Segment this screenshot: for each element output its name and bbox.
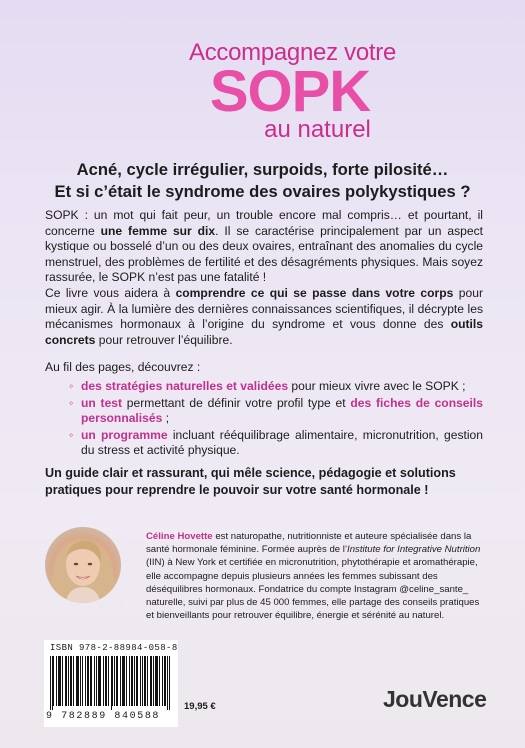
barcode-bar (156, 656, 157, 706)
bullet-marker-icon: ◦ (69, 378, 74, 393)
barcode-bar (77, 656, 78, 706)
barcode-bar (124, 656, 125, 706)
barcode-bar (94, 656, 95, 706)
bullet-marker-icon: ◦ (69, 427, 74, 442)
p2-highlight-1: comprendre ce qui se passe dans votre corps (175, 285, 454, 300)
barcode-bar (157, 656, 158, 706)
barcode-bar (165, 656, 166, 706)
barcode-bar (129, 656, 130, 706)
bullet-highlight: un programme (81, 427, 168, 442)
title-block (0, 40, 525, 142)
barcode-bar (50, 656, 51, 710)
author-name: Céline Hovette (146, 531, 213, 542)
barcode-bar (62, 656, 63, 706)
bullet-highlight-2: des fiches de conseils personnalisés (81, 395, 483, 426)
title-sopk: SOPK (209, 59, 371, 124)
barcode-bar (153, 656, 154, 706)
barcode-bar (151, 656, 152, 706)
price: 19,95 € (184, 701, 216, 712)
barcode-bar (169, 656, 170, 710)
barcode-bar (96, 656, 97, 706)
barcode-bar (123, 656, 124, 706)
barcode-bar (140, 656, 141, 706)
bullet-highlight: des stratégies naturelles et validées (81, 378, 289, 393)
p2-text-e: pour retrouver l’équilibre. (95, 332, 233, 347)
headline-line-2: Et si c’était le syndrome des ovaires polykystiques ? (54, 182, 471, 201)
headline (40, 159, 485, 203)
barcode-bar (112, 656, 113, 706)
barcode-bar (159, 656, 160, 706)
list-item (69, 428, 483, 459)
barcode-bar (111, 656, 112, 710)
barcode-bar (68, 656, 69, 706)
barcode-bar (162, 656, 163, 706)
barcode-bar (122, 656, 123, 706)
barcode-bar (136, 656, 137, 706)
barcode-bar (76, 656, 77, 706)
barcode (44, 640, 178, 727)
paragraph-1 (45, 208, 483, 286)
barcode-bar (147, 656, 148, 706)
barcode-bar (82, 656, 83, 706)
barcode-bar (60, 656, 61, 706)
barcode-bar (58, 656, 59, 706)
barcode-bar (103, 656, 104, 706)
isbn-label: ISBN 978-2-88984-058-8 (50, 643, 178, 653)
barcode-bar (52, 656, 53, 710)
list-item (69, 396, 483, 427)
publisher-logo: JouVence (383, 686, 487, 712)
list-item (69, 379, 483, 395)
bio-text-a: est naturopathe, nutritionniste et auteure spécialisée dans la santé hormonale féminine. Formée auprès de l’ (146, 531, 472, 556)
barcode-bar (88, 656, 89, 706)
barcode-bar (108, 656, 109, 706)
barcode-bar (71, 656, 72, 706)
barcode-bar (65, 656, 66, 706)
barcode-bar (155, 656, 156, 706)
barcode-bar (131, 656, 132, 706)
barcode-bar (126, 656, 127, 706)
bullet-text-2: ; (162, 411, 170, 426)
barcode-bar (134, 656, 135, 706)
barcode-bar (116, 656, 117, 706)
barcode-bar (145, 656, 146, 706)
barcode-bars (50, 656, 172, 710)
p1-highlight: une femme sur dix (100, 223, 216, 238)
ean-number: 9 782889 840588 (46, 711, 161, 722)
p1-text-a: SOPK : un mot qui fait peur, un trouble encore mal compris… et pourtant, il concerne (45, 208, 483, 238)
barcode-bar (132, 656, 133, 706)
bullet-marker-icon: ◦ (69, 395, 74, 410)
barcode-bar (73, 656, 74, 706)
p1-text-c: . Il se caractérise principalement par un aspect kystique ou bosselé d’un ou des deux ovaires, entraînant des anomalies du cycle menstruel, des problèmes de fertilité et des désagréments physiques. Mais soyez rassurée, le SOPK n’est pas une fatalité ! (45, 223, 483, 285)
barcode-bar (66, 656, 67, 706)
bullet-text: permettant de définir votre profil type et (122, 395, 351, 410)
title-line-1: Accompagnez votre (188, 39, 396, 66)
bullet-text: pour mieux vivre avec le SOPK ; (288, 378, 466, 393)
barcode-bar (164, 656, 165, 706)
paragraph-2 (45, 286, 483, 348)
barcode-bar (80, 656, 81, 706)
barcode-bar (91, 656, 92, 706)
discover-intro: Au fil des pages, découvrez : (45, 360, 201, 375)
bio-text-b: (IIN) à New York et certifiée en micronutrition, phytothérapie et aromathérapie, elle accompagne depuis plusieurs années les femmes subissant des déséquilibres hormonaux. Fondatrice du compte Instagram @celine_sante_ naturelle, suivi par plus de 45 000 femmes, elle partage des conseils pratiques et bienveillants pour retrouver équilibre, énergie et sérénité au naturel. (146, 557, 480, 622)
barcode-bar (59, 656, 60, 706)
p2-text-a: Ce livre vous aidera à (45, 285, 176, 300)
barcode-bar (100, 656, 101, 706)
bullet-text: incluant rééquilibrage alimentaire, micronutrition, gestion du stress et activité physique. (81, 427, 483, 458)
headline-line-1: Acné, cycle irrégulier, surpoids, forte pilosité… (76, 160, 449, 179)
barcode-bar (142, 656, 143, 706)
title-line-3: au naturel (264, 116, 371, 143)
barcode-bar (78, 656, 79, 706)
barcode-bar (137, 656, 138, 706)
barcode-bar (98, 656, 99, 706)
barcode-bar (120, 656, 121, 706)
barcode-bar (114, 656, 115, 706)
p2-text-c: pour mieux agir. À la lumière des dernières connaissances scientifiques, il décrypte les mécanismes hormonaux à l’origine du syndrome et vous donne des (45, 285, 483, 332)
barcode-bar (87, 656, 88, 706)
barcode-bar (70, 656, 71, 706)
author-bio (146, 530, 486, 622)
p2-highlight-2: outils concrets (45, 317, 483, 347)
conclusion: Un guide clair et rassurant, qui mêle science, pédagogie et solutions pratiques pour reprendre le pouvoir sur votre santé hormonale ! (45, 466, 456, 497)
barcode-bar (56, 656, 57, 706)
bullet-highlight: un test (81, 395, 123, 410)
barcode-bar (85, 656, 86, 706)
barcode-bar (167, 656, 168, 710)
barcode-bar (90, 656, 91, 706)
body-text (45, 208, 483, 460)
barcode-bar (144, 656, 145, 706)
barcode-bar (53, 656, 54, 706)
barcode-bar (105, 656, 106, 706)
author-portrait (45, 527, 121, 603)
barcode-bar (150, 656, 151, 706)
barcode-bar (99, 656, 100, 706)
barcode-bar (117, 656, 118, 706)
barcode-bar (106, 656, 107, 706)
bio-institute: Institute for Integrative Nutrition (347, 544, 481, 556)
bullet-list (45, 379, 483, 459)
